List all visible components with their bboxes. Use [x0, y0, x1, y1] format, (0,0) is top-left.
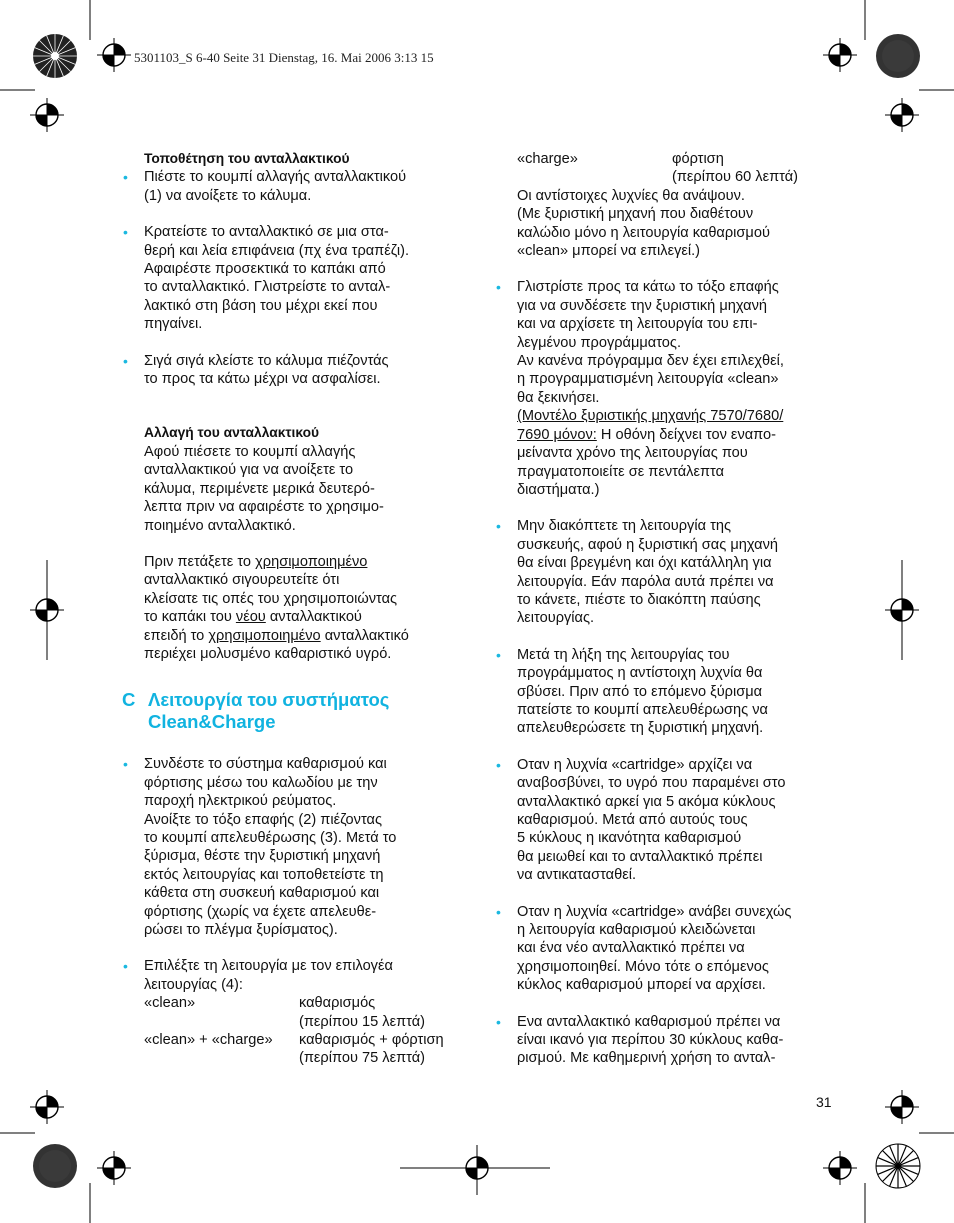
- list-item: • Γλιστρίστε προς τα κάτω το τόξο επαφής για να συνδέσετε την ξυριστική μηχανή και να αρχίσετε τη λειτουργία του επι- λεγμένου προγράμματος. Αν κανένα πρόγραμμα δεν έχει επιλεχθεί, η προγραμματισμένη λειτουργία «clean» θα ξεκινήσει. (Μοντέλο ξυριστικής μηχανής 7570/7680/ 7690 μόνον: Η οθόνη δείχνει τον εναπο- μείναντα χρόνο της λειτουργίας που πραγματοποιείτε σε πεντάλεπτα διαστήματα.): [495, 278, 840, 499]
- mode-table: «clean» καθαρισμός (περίπου 15 λεπτά) «clean» + «charge» καθαρισμός + φόρτιση (περίπου 75 λεπτά): [144, 995, 444, 1067]
- paragraph: Αφού πιέσετε το κουμπί αλλαγής ανταλλακτικού για να ανοίξετε το κάλυμα, περιμένετε μερικά δευτερό- λεπτα πριν να αφαιρέστε το χρησιμο- ποιημένο ανταλλακτικό.: [144, 443, 384, 534]
- right-column: [495, 150, 840, 1068]
- list-item: • Κρατείστε το ανταλλακτικό σε μια στα- θερή και λεία επιφάνεια (πχ ένα τραπέζι). Αφαιρέστε προσεκτικά το καπάκι από το ανταλλακτικό. Γλιστρείστε το ανταλ- λακτικό στη βάση του μέχρι εκεί που πηγαίνει.: [122, 223, 472, 333]
- list-item: • Πιέστε το κουμπί αλλαγής ανταλλακτικού (1) να ανοίξετε το κάλυμα.: [122, 168, 472, 205]
- heading-cartridge-change: Αλλαγή του ανταλλακτικού: [144, 425, 320, 441]
- list-item: • Μετά τη λήξη της λειτουργίας του προγράμματος η αντίστοιχη λυχνία θα σβύσει. Πριν από το επόμενο ξύρισμα πατείστε το κουμπί απελευθέρωσης να απελευθερώσετε τη ξυριστική μηχανή.: [495, 646, 840, 738]
- mode-table: «charge» φόρτιση (περίπου 60 λεπτά): [517, 151, 799, 186]
- list-item: • Ενα ανταλλακτικό καθαρισμού πρέπει να είναι ικανό για περίπου 30 κύκλους καθα- ρισμού. Με καθημερινή χρήση το ανταλ-: [495, 1013, 840, 1068]
- list-item: • Σιγά σιγά κλείστε το κάλυμα πιέζοντάς το προς τα κάτω μέχρι να ασφαλίσει.: [122, 352, 472, 389]
- list-item: • Συνδέστε το σύστημα καθαρισμού και φόρτισης μέσω του καλωδίου με την παροχή ηλεκτρικού ρεύματος. Ανοίξτε το τόξο επαφής (2) πιέζοντας το κουμπί απελευθέρωσης (3). Μετά το ξύρισμα, θέστε την ξυριστική μηχανή εκτός λειτουργίας και τοποθετείστε τη κάθετα στη συσκευή καθαρισμού και φόρτισης (χωρίς να έχετε απελευθε- ρώσει το πλέγμα ξυρίσματος).: [122, 755, 472, 939]
- section-letter: C: [122, 689, 136, 711]
- print-header: 5301103_S 6-40 Seite 31 Dienstag, 16. Mai 2006 3:13 15: [134, 50, 434, 65]
- paragraph: Πριν πετάξετε το χρησιμοποιημένο ανταλλακτικό σιγουρευτείτε ότι κλείσατε τις οπές του χρησιμοποιώντας το καπάκι του νέου ανταλλακτικού επειδή το χρησιμοποιημένο ανταλλακτικό περιέχει μολυσμένο καθαριστικό υγρό.: [144, 553, 409, 662]
- heading-cartridge-insert: Τοποθέτηση του ανταλλακτικού: [144, 151, 350, 166]
- section-heading: C Λειτουργία του συστήματος Clean&Charge: [122, 689, 390, 733]
- list-item: • Επιλέξτε τη λειτουργία με τον επιλογέα λειτουργίας (4):: [122, 957, 472, 994]
- list-item: • Μην διακόπτετε τη λειτουργία της συσκευής, αφού η ξυριστική σας μηχανή θα είναι βρεγμένη και όχι κατάλληλη για λειτουργία. Εάν παρόλα αυτά πρέπει να το κάνετε, πιέστε το διακόπτη παύσης λειτουργίας.: [495, 517, 840, 627]
- list-item: • Οταν η λυχνία «cartridge» αρχίζει να αναβοσβύνει, το υγρό που παραμένει στο ανταλλακτικό αρκεί για 5 ακόμα κύκλους καθαρισμού. Μετά από αυτούς τους 5 κύκλους η ικανότητα καθαρισμού θα μειωθεί και το ανταλλακτικό πρέπει να αντικατασταθεί.: [495, 756, 840, 885]
- left-column: [122, 150, 472, 1068]
- list-item: • Οταν η λυχνία «cartridge» ανάβει συνεχώς η λειτουργία καθαρισμού κλειδώνεται και ένα νέο ανταλλακτικό πρέπει να χρησιμοποιηθεί. Μόνο τότε ο επόμενος κύκλος καθαρισμού μπορεί να αρχίσει.: [495, 903, 840, 995]
- paragraph: Οι αντίστοιχες λυχνίες θα ανάψουν. (Με ξυριστική μηχανή που διαθέτουν καλώδιο μόνο η λειτουργία καθαρισμού «clean» μπορεί να επιλεγεί.): [517, 187, 770, 260]
- page-number: 31: [816, 1094, 832, 1110]
